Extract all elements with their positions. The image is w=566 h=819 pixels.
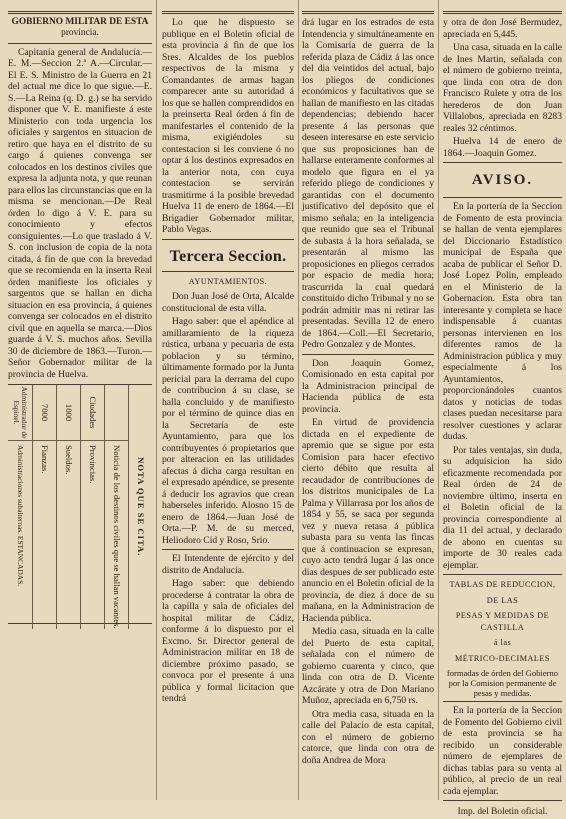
notice-header: Don Juan José de Orta, Alcalde constitucional de esta villa. <box>162 291 294 314</box>
column-divider <box>298 0 299 800</box>
table-cell-label: Provincias. <box>88 445 99 484</box>
column-2 <box>162 8 294 796</box>
table-cell-label: Administraciones subalternas. ESTANCADAS. <box>16 445 26 587</box>
circular-text: Capitanía general de Andalucía.—E. M.—Seccion 2.ª A.—Circular.—El E. S. Ministro de la Guerra en 21 del actual me dice lo que sigue.—E. S.—La Reina (q. D. g.) se ha servido disponer que V. E. manifieste á este Ministerio con toda urgencia los oficiales y sargentos en situacion de retiro que haya en el distrito de su cargo á quienes convenga ser colocados en los destinos civiles que expresa la adjunta nota, y que reunan para ellos las circunstancias que en la misma se mencionan.—De Real órden lo digo á V. E. para su conocimiento y efectos consiguientes.—Lo que traslado á V. S. con inclusion de copia de la nota citada, á fin de que con la brevedad que se recomienda en la inserta Real órden manifieste los oficiales y sargentos que se hallan en dicha situacion en esa provincia, á quienes convenga ser colocados en el distrito civil que en aquella se marca.—Dios guarde á V. S. muchos años. Sevilla 30 de diciembre de 1863.—Turon.—Señor Gobernador militar de la provincia de Huelva. <box>8 46 152 380</box>
table-subtitle: Noticia de los destinos civiles que se hallan vacantes. <box>112 445 123 629</box>
table-subtitle-row <box>104 385 128 629</box>
divider <box>443 701 562 702</box>
top-rule <box>8 11 152 14</box>
property-item: Media casa, situada en la calle del Puerto de esta capital, señalada con el número de gobierno cuarenta y cinco, que linda con otra de D. Vicente Azcárate y otra de Don Mariano Muñoz, apreciada en 6,750 rs. <box>302 626 434 706</box>
tables-sale-notice: En la portería de la Seccion de Fomento del Gobierno civil de esta provincia se ha recibido un considerable número de ejemplares de dichas tablas para su venta al público, al precio de un real cada ejemplar. <box>443 705 562 797</box>
signature-line: Huelva 14 de enero de 1864.—Joaquin Gomez. <box>443 136 562 159</box>
divider <box>162 239 294 240</box>
section-title: Tercera Seccion. <box>169 247 287 265</box>
top-rule <box>443 11 562 14</box>
top-rule <box>162 11 294 14</box>
notice-body: Hago saber: que el apéndice al amillaramiento de la riqueza rústica, urbana y pecuaria de esta poblacion y su término, últimamente formado por la Junta pericial para la derrama del cupo de contribucion á su clase, se halla concluido y de manifiesto por el término de quince dias en la Secretaría de este Ayuntamiento, para que los contribuyentes ó propietarios que por alteracion en las utilidades afectas á dicha carga resultan en el expresado apéndice, se presente á deducir los agravios que crean haberseles inferido. Alosno 15 de enero de 1864.—Juan José de Orta.—P. M. de su merced, Heliodoro Cid y Roso, Srio. <box>162 316 294 546</box>
tender-continuation: drá lugar en los estrados de esta Intendencia y simultáneamente en la Comisaría de guerra de la referida plaza de Cádiz á las once del dia veintidos del actual, bajo los pliegos de condiciones económicos y facultativos que se hallan de manifiesto en las citadas dependencias; debiendo hacer presente á las personas que deseen interesarse en este servicio que sus proposiciones han de hallarse enteramente conformes al modelo que figura en el ya referido pliego de condiciones y garantidas con el documento justificativo del depósito que el mismo señala; en la inteligencia que reunido que sea el Tribunal de subasta á la hora señalada, se presentarán al mismo las proposiciones en pliegos cerrados por espacio de media hora; trascurrida la cual quedará constituido dicho Tribunal y no se podrán admitir mas ni retirar las presentadas. Sevilla 12 de enero de 1864.—Coll.—El Secretario, Pedro Gonzalez y de Montes. <box>302 17 434 350</box>
property-continuation: y otra de don José Bermudez, apreciada en 5,445. <box>443 17 562 40</box>
table-row <box>80 385 104 629</box>
aviso-heading: AVISO. <box>471 172 534 188</box>
table-title: NOTA QUE SE CITA. <box>136 457 147 557</box>
auction-notice: En virtud de providencia dictada en el expediente de apremio que se sigue por esta Comision para hacer efectivo cierto débito que resulta al recaudador de contribuciones de los distritos municipales de La Palma y Villarrasa por los años de 1854 y 55, se saca por segunda vez y nueva retasa á pública subasta para su venta las fincas que á continuacion se expresan, cuyo acto tendrá lugar á las once dias despues de ser publicado este anuncio en el Boletin oficial de la provincia, de diez á doce de su mañana, en la Administracion de Hacienda pública. <box>302 417 434 624</box>
table-cell-value: 1000 <box>57 385 80 441</box>
column-divider <box>156 0 157 800</box>
commissioner-header: Don Joaquin Gomez, Comisionado en esta capital por la Administracion principal de Hacienda pública de esta provincia. <box>302 357 434 415</box>
vacancy-table <box>8 385 152 629</box>
table-cell-label: Fianzas. <box>40 445 51 474</box>
divider <box>443 162 562 163</box>
divider <box>162 271 294 272</box>
table-cell-value: Administrador de Espinel. <box>8 385 32 441</box>
divider <box>302 354 434 355</box>
divider <box>443 574 562 575</box>
table-cell-label: Sueldos. <box>64 445 75 475</box>
tables-line: á las <box>493 638 512 647</box>
imprint: Imp. del Boletin oficial. <box>457 807 548 817</box>
tables-line: PESAS Y MEDIDAS DE CASTILLA <box>455 611 550 632</box>
ayuntamientos-heading: AYUNTAMIENTOS. <box>188 276 268 286</box>
publication-order-text: Lo que he dispuesto se publique en el Boletin oficial de esta provincia á fin de que los Sres. Alcaldes de los pueblos respectivos de la misma y Comandantes de armas hagan comparecer ante su autoridad á los que se hallen comprendidos en la preinserta Real órden á fin de manifestarles el contenido de la misma, exigiéndoles su contestacion si les conviene ó no optar á los destinos expresados en la anterior nota, con cuya contestacion se servirán trasmitirme á la posible brevedad Huelva 11 de enero de 1864.—El Brigadier Gobernador militar, Pablo Vegas. <box>162 17 294 235</box>
table-cell-value: 7000 <box>33 385 56 441</box>
tables-title: TABLAS DE REDUCCION, <box>449 580 556 589</box>
property-item: Una casa, situada en la calle de Ines Martin, señalada con el número de gobierno treinta, que linda con otra de don Francisco Rulete y otra de los herederos de don Juan Villalobos, apreciada en 8283 reales 32 céntimos. <box>443 42 562 134</box>
divider <box>443 800 562 801</box>
dictionary-notice-2: Por tales ventajas, sin duda, su adquisicion ha sido eficazmente recomendada por Real órden de 24 de noviembre último, inserta en el Boletin oficial de la provincia correspondiente al dia 11 del actual, y declarado de abono en cuentas su importe de 30 reales cada ejemplar. <box>443 444 562 571</box>
table-row <box>8 385 32 629</box>
column-4 <box>443 8 562 817</box>
section-subheading: provincia. <box>61 28 99 38</box>
column-3 <box>302 8 434 796</box>
dictionary-notice: En la portería de la Seccion de Fomento de esta provincia se hallan de venta ejemplares del Diccionario Estadístico municipal de España que acaba de publicar el Señor D. José Lopez Polin, empleado en el Ministerio de la Gobernacion. Esta obra tan interesante y completa se hace indispensable á cuantas personas intervienen en los diferentes ramos de la Administracion pública y muy especialmente á los Ayuntamientos, proporcionándoles cuantos datos y noticias de todas clases puedan necesitarse para resolver cuestiones y aclarar dudas. <box>443 201 562 442</box>
table-title-row <box>128 385 152 629</box>
table-row <box>32 385 56 629</box>
section-heading: GOBIERNO MILITAR DE ESTA <box>11 17 149 27</box>
intendente-header: El Intendente de ejército y del distrito de Andalucía. <box>162 553 294 576</box>
table-cell-value: Ciudades <box>81 385 104 441</box>
divider <box>443 197 562 198</box>
table-row <box>56 385 80 629</box>
column-divider <box>438 0 439 800</box>
intendente-body: Hago saber: que debiendo procederse á contratar la obra de la capilla y sala de oficiales del hospital militar de Cádiz, conforme á lo dispuesto por el Excmo. Sr. Director general de Administracion militar en 18 de diciembre próximo pasado, se convoca por el presente á una pública y formal licitacion que tendrá <box>162 578 294 704</box>
divider <box>8 43 152 44</box>
top-rule <box>302 11 434 14</box>
column-1 <box>8 8 152 796</box>
tables-line: DE LAS <box>486 595 519 605</box>
vacancy-table-container <box>8 384 152 629</box>
tables-description: formadas de órden del Gobierno por la Comision permanente de pesas y medidas. <box>446 668 559 698</box>
property-item: Otra media casa, situada en la calle del Palacio de esta capital, con el número de gobierno catorce, que linda con otra de doña Andrea de Mora <box>302 708 434 766</box>
tables-line: MÉTRICO-DECIMALES <box>455 653 550 663</box>
divider <box>162 549 294 550</box>
